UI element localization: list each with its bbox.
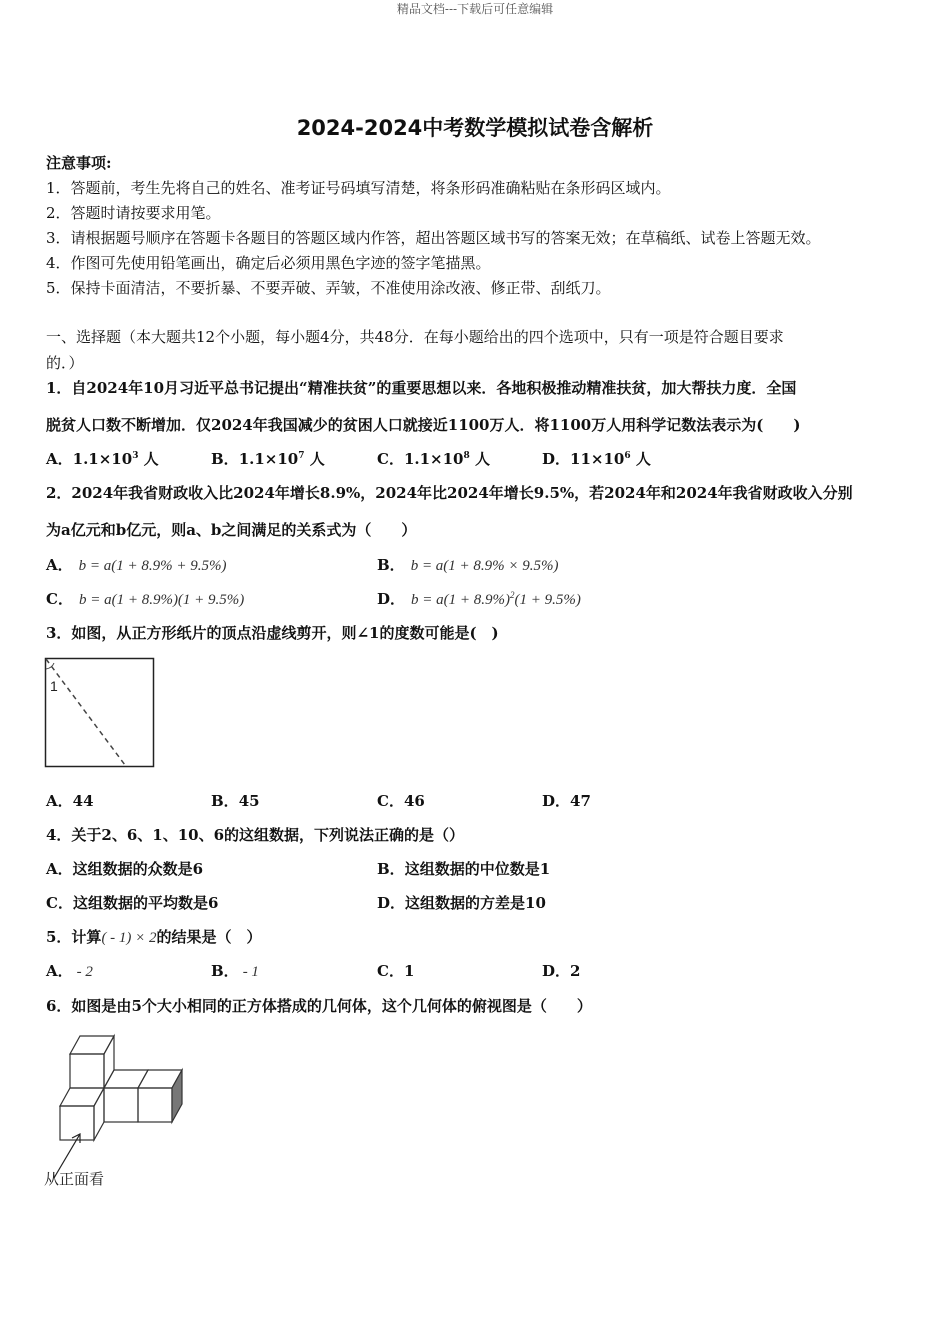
- question-1-text-cont: 脱贫人口数不断增加．仅2024年我国减少的贫困人口就接近1100万人．将1100万人用科学记数法表示为( ): [46, 416, 801, 434]
- page-title: 2024-2024中考数学模拟试卷含解析: [296, 116, 654, 140]
- question-1-text: 1．自2024年10月习近平总书记提出“精准扶贫”的重要思想以来．各地积极推动精准扶贫，加大帮扶力度．全国: [46, 379, 797, 397]
- cube-front-face: [138, 1088, 172, 1122]
- q4-option-d: D．这组数据的方差是10: [377, 894, 546, 912]
- q3-option-b: B．45: [211, 792, 260, 810]
- question-2-text: 2．2024年我省财政收入比2024年增长8.9%，2024年比2024年增长9.5%，若2024年和2024年我省财政收入分别: [46, 484, 853, 502]
- q5-option-d: D．2: [542, 962, 581, 980]
- q2-option-c: C． b = a(1 + 8.9%)(1 + 9.5%): [46, 590, 245, 608]
- notice-item: 5．保持卡面清洁，不要折暴、不要弄破、弄皱，不准使用涂改液、修正带、刮纸刀。: [46, 279, 611, 297]
- notice-item: 2．答题时请按要求用笔。: [46, 204, 221, 222]
- q5-option-c: C．1: [377, 962, 415, 980]
- q1-option-b: B．$1.1\times 10^7$ 人: [211, 450, 325, 468]
- question-4-text: 4．关于2、6、1、10、6的这组数据，下列说法正确的是（）: [46, 826, 465, 844]
- question-2-text-cont: 为a亿元和b亿元，则a、b之间满足的关系式为（ ）: [46, 521, 417, 539]
- cube-side-face: [172, 1070, 182, 1122]
- q2-option-a: A． b = a(1 + 8.9% + 9.5%): [46, 556, 227, 574]
- q3-option-d: D．47: [542, 792, 591, 810]
- square-paper-figure: [44, 657, 156, 769]
- notice-item: 4．作图可先使用铅笔画出，确定后必须用黑色字迹的签字笔描黑。: [46, 254, 491, 272]
- cube-top-face: [104, 1070, 148, 1088]
- angle-label: 1: [50, 678, 58, 694]
- q1-option-d: D．$11\times 10^6$ 人: [542, 450, 651, 468]
- q5-option-b: B． - 1: [211, 962, 259, 980]
- figure-caption: 从正面看: [44, 1170, 105, 1188]
- q5-option-a: A． - 2: [46, 962, 93, 980]
- q4-option-b: B．这组数据的中位数是1: [377, 860, 551, 878]
- cube-front-face: [104, 1088, 138, 1122]
- question-6-text: 6．如图是由5个大小相同的正方体搭成的几何体，这个几何体的俯视图是（ ）: [46, 997, 592, 1015]
- notice-item: 1．答题前，考生先将自己的姓名、准考证号码填写清楚，将条形码准确粘贴在条形码区域内。: [46, 179, 671, 197]
- notice-item: 3．请根据题号顺序在答题卡各题目的答题区域内作答，超出答题区域书写的答案无效；在草稿纸、试卷上答题无效。: [46, 229, 821, 247]
- q1-option-c: C．$1.1\times 10^8$ 人: [377, 450, 490, 468]
- q1-option-a: A．$1.1\times 10^3$ 人: [46, 450, 159, 468]
- q4-option-c: C．这组数据的平均数是6: [46, 894, 219, 912]
- cube-front-face: [70, 1054, 104, 1088]
- q2-option-d: D． $b = a(1 + 8.9\%)^2(1 + 9.5\%)$: [377, 590, 581, 608]
- q3-option-c: C．46: [377, 792, 425, 810]
- question-5-text: 5．计算( - 1) × 2的结果是（ ）: [46, 928, 262, 946]
- section-heading: 一、选择题（本大题共12个小题，每小题4分，共48分．在每小题给出的四个选项中，只有一项是符合题目要求: [46, 328, 784, 346]
- question-3-text: 3．如图，从正方形纸片的顶点沿虚线剪开，则∠1的度数可能是( ): [46, 624, 499, 642]
- section-heading-cont: 的．）: [46, 354, 84, 372]
- header-note: 精品文档---下载后可任意编辑: [396, 2, 554, 16]
- square-outline: [46, 659, 154, 767]
- q4-option-a: A．这组数据的众数是6: [46, 860, 204, 878]
- q2-option-b: B． b = a(1 + 8.9% × 9.5%): [377, 556, 559, 574]
- dashed-cut-line: [46, 659, 125, 765]
- cube-side-face: [94, 1088, 104, 1140]
- q3-option-a: A．44: [46, 792, 94, 810]
- notice-heading: 注意事项:: [46, 154, 112, 172]
- cube-top-face: [60, 1088, 104, 1106]
- cube-top-face: [70, 1036, 114, 1054]
